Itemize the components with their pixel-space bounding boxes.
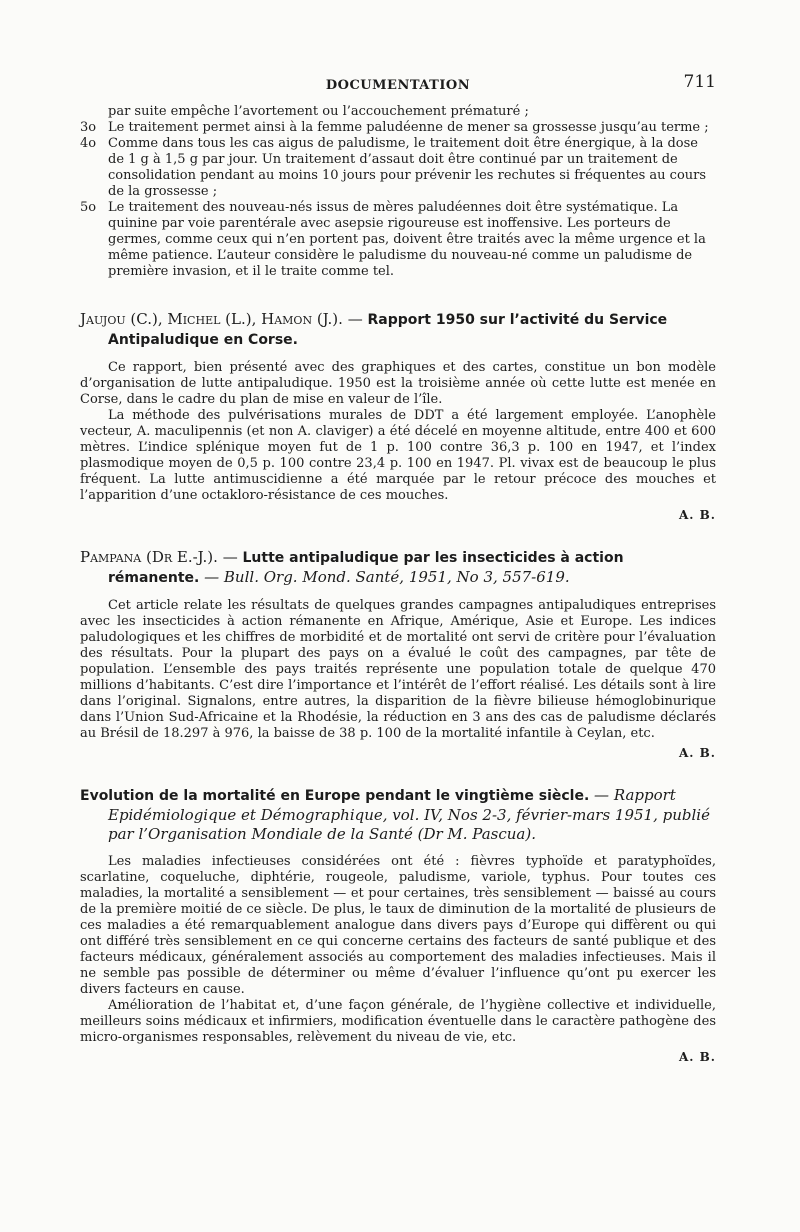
page-number: 711 — [683, 72, 716, 92]
article-paragraph: Amélioration de l’habitat et, d’une façon générale, de l’hygiène collective et individuelle, meilleurs soins médicaux et infirmiers, modification éventuelle dans le caractère pathogène des micro-organismes responsables, relèvement du niveau de vie, etc. — [80, 998, 716, 1045]
article-source: — Bull. Org. Mond. Santé, 1951, No 3, 557-619. — [199, 568, 570, 586]
article-paragraph: Les maladies infectieuses considérées ont été : fièvres typhoïde et paratyphoïdes, scarlatine, coqueluche, diphtérie, rougeole, paludisme, variole, typhus. Pour toutes ces maladies, la mortalité a sensiblement — et pour certaines, très sensiblement — baissé au cours de la première moitié de ce siècle. De plus, le taux de diminution de la mortalité de plusieurs de ces maladies a été remarquablement analogue dans divers pays d’Europe qui diffèrent ou qui ont différé très sensiblement en ce qui concerne certains des facteurs de santé publique et des facteurs médicaux, généralement associés au comportement des maladies infectieuses. Mais il ne semble pas possible de déterminer ou même d’évaluer l’influence qu’ont pu exercer les divers facteurs en cause. — [80, 854, 716, 997]
article-authors: Jaujou (C.), Michel (L.), Hamon (J.). — [80, 310, 343, 328]
item-text: Le traitement permet ainsi à la femme paludéenne de mener sa grossesse jusqu’au terme ; — [108, 120, 709, 135]
article-title: Evolution de la mortalité en Europe pendant le vingtième siècle. — [80, 788, 590, 804]
article-paragraph: Cet article relate les résultats de quelques grandes campagnes antipaludiques entreprises avec les insecticides à action rémanente en Afrique, Amérique, Asie et Europe. Les indices paludologiques et les chiffres de morbidité et de mortalité ont servi de critère pour l’évaluation des résultats. Pour la plupart des pays on a évalué le coût des campagnes, par tête de population. L’ensemble des pays traités représente une population totale de quelque 470 millions d’habitants. C’est dire l’importance et l’intérêt de l’effort réalisé. Les détails sont à lire dans l’original. Signalons, entre autres, la disparition de la fièvre bilieuse hémoglobinurique dans l’Union Sud-Africaine et la Rhodésie, la réduction en 3 ans des cas de paludisme déclarés au Brésil de 18.297 à 976, la baisse de 38 p. 100 de la mortalité infantile à Ceylan, etc. — [80, 598, 716, 741]
page-header — [80, 72, 716, 100]
article-authors: Pampana (Dr E.-J.). — [80, 548, 218, 566]
article-paragraph: Ce rapport, bien présenté avec des graphiques et des cartes, constitue un bon modèle d’organisation de lutte antipaludique. 1950 est la troisième année où cette lutte est menée en Corse, dans le cadre du plan de mise en valeur de l’île. — [80, 360, 716, 407]
article-reference — [80, 548, 716, 588]
review-article — [80, 548, 716, 760]
article-source: — Rapport Epidémiologique et Démographique, vol. IV, Nos 2-3, février-mars 1951, publié par l’Organisation Mondiale de la Santé (Dr M. Pascua). — [108, 786, 710, 843]
running-title: DOCUMENTATION — [325, 78, 471, 93]
reviewer-signature: A. B. — [679, 1050, 716, 1064]
article-body — [80, 360, 716, 504]
reviewer-signature: A. B. — [679, 746, 716, 760]
article-reference — [80, 786, 716, 844]
title-dash: — — [342, 310, 368, 328]
item-number: 3o — [80, 120, 97, 135]
article-paragraph: La méthode des pulvérisations murales de DDT a été largement employée. L’anophèle vecteur, A. maculipennis (et non A. claviger) a été décelé en moyenne altitude, entre 400 et 600 mètres. L’indice splénique moyen fut de 1 p. 100 contre 36,3 p. 100 en 1947, et l’index plasmodique moyen de 0,5 p. 100 contre 23,4 p. 100 en 1947. Pl. vivax est de beaucoup le plus fréquent. La lutte antimuscidienne a été marquée par le retour précoce des mouches et l’apparition d’une octakloro-résistance de ces mouches. — [80, 408, 716, 503]
document-page — [80, 72, 716, 1064]
item-text: Le traitement des nouveau-nés issus de mères paludéennes doit être systématique. La quinine par voie parentérale avec asepsie rigoureuse est inoffensive. Les porteurs de germes, comme ceux qui n’en portent pas, doivent être traités avec la même urgence et la même patience. L’auteur considère le paludisme du nouveau-né comme un paludisme de première invasion, et il le traite comme tel. — [108, 200, 706, 279]
list-item — [80, 120, 716, 136]
item-text: Comme dans tous les cas aigus de paludisme, le traitement doit être énergique, à la dose de 1 g à 1,5 g par jour. Un traitement d’assaut doit être continué par un traitement de consolidation pendant au moins 10 jours pour prévenir les rechutes si fréquentes au cours de la grossesse ; — [108, 136, 707, 199]
review-article — [80, 310, 716, 522]
review-article — [80, 786, 716, 1064]
article-title: Lutte antipaludique par les insecticides à action rémanente. — [108, 550, 624, 586]
title-dash: — — [217, 548, 243, 566]
article-body — [80, 598, 716, 742]
item-number: 5o — [80, 200, 97, 215]
reviewer-signature: A. B. — [679, 508, 716, 522]
continuation-text: par suite empêche l’avortement ou l’accouchement prématuré ; — [108, 104, 529, 119]
list-item — [80, 136, 716, 200]
article-body — [80, 854, 716, 1046]
article-reference — [80, 310, 716, 350]
item-number: 4o — [80, 136, 97, 151]
article-title: Rapport 1950 sur l’activité du Service Antipaludique en Corse. — [108, 312, 668, 348]
list-item — [80, 200, 716, 280]
